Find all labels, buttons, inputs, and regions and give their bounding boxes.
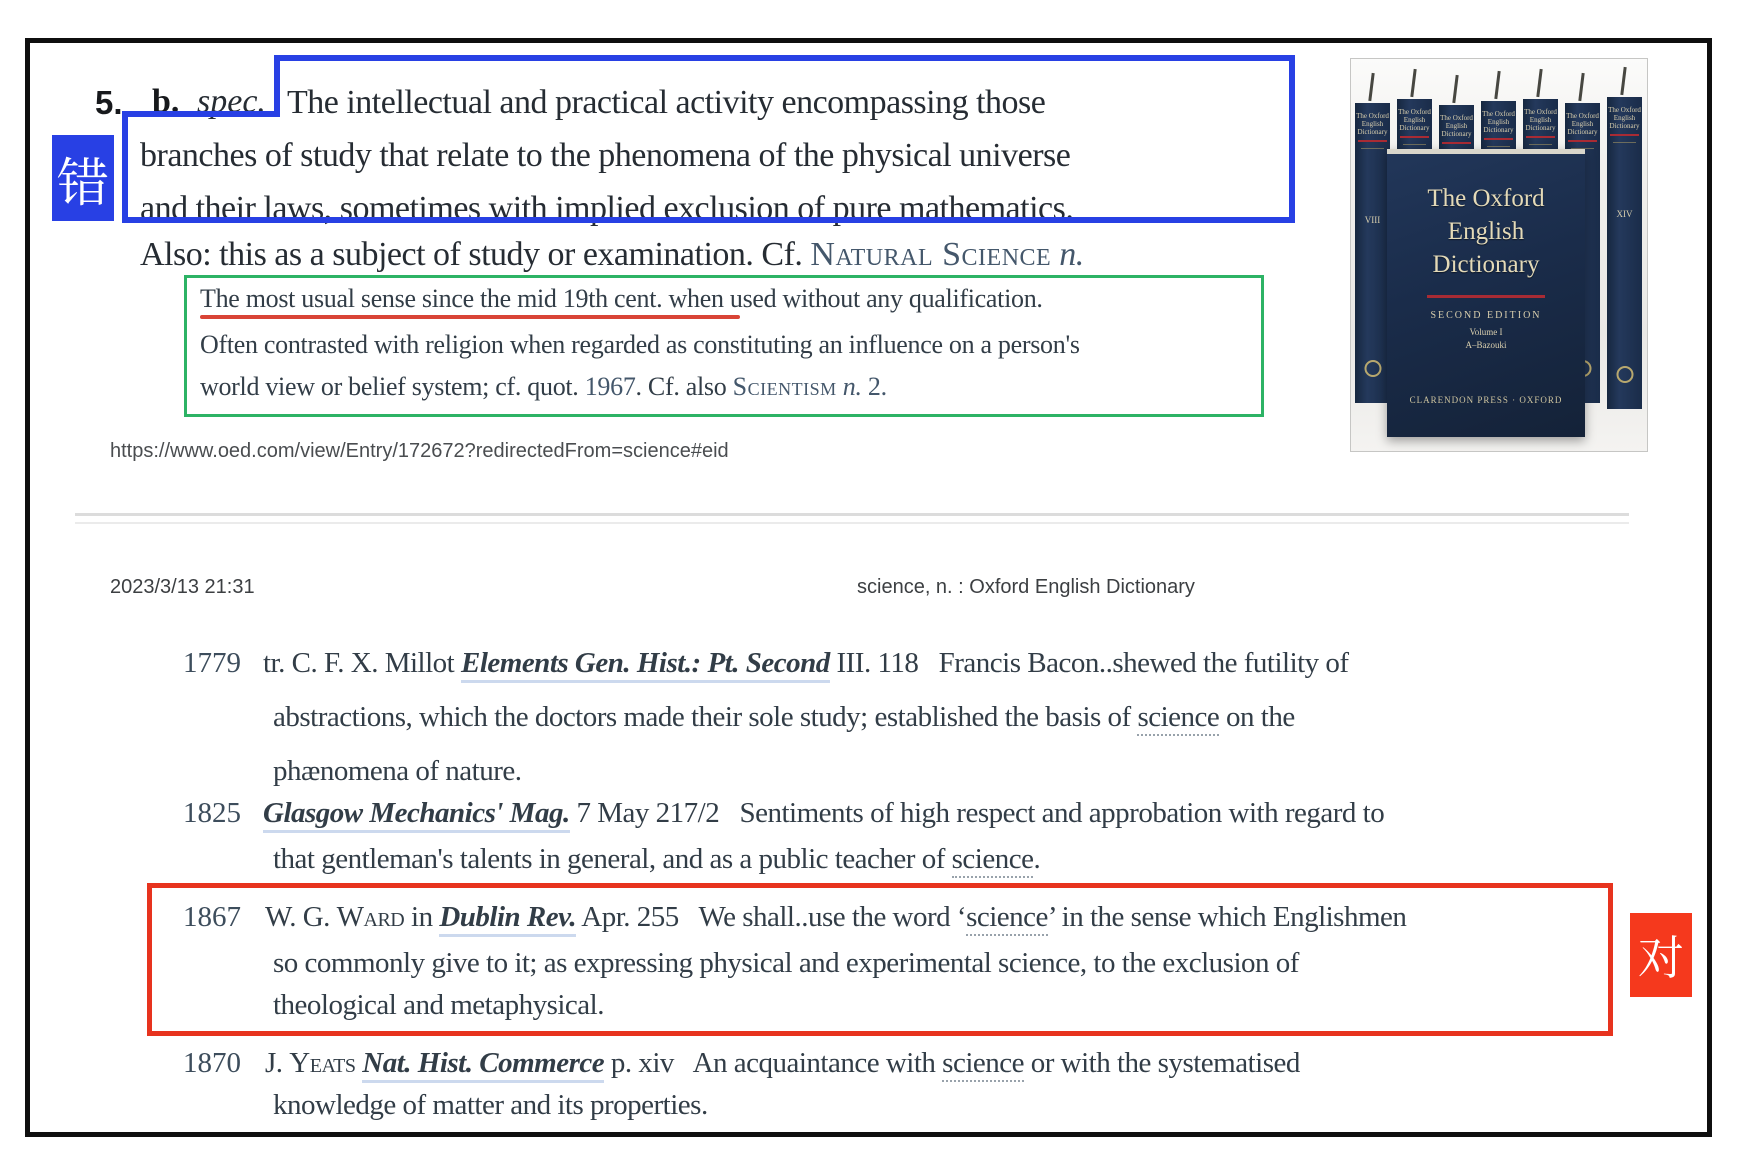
spine-title: The Oxford English Dictionary	[1566, 112, 1599, 136]
book-page-edges	[1387, 149, 1585, 154]
spine-title: The Oxford English Dictionary	[1356, 112, 1389, 136]
cover-range: A–Bazouki	[1465, 340, 1507, 350]
scientism-link[interactable]: Scientism	[732, 372, 837, 401]
text-segment: tr. C. F. X. Millot	[263, 647, 461, 679]
quotation-line	[273, 843, 1040, 876]
spine-edition-mark	[1361, 148, 1384, 159]
text-segment: The most usual sense since the mid 19th cent. when used without any qualification.	[200, 284, 1043, 313]
text-segment: science	[952, 843, 1034, 878]
definition-line	[140, 137, 1070, 175]
usage-note-line	[200, 372, 887, 402]
book-title	[1387, 182, 1585, 281]
text-segment: abstractions, which the doctors made their sole study; established the basis of	[273, 701, 1138, 733]
bookmark-ribbon	[1536, 69, 1542, 97]
spine-red-rule	[1484, 138, 1513, 140]
quotation-line	[273, 755, 522, 788]
text-segment: III. 118 Francis Bacon..shewed the futility of	[829, 647, 1349, 679]
text-segment: knowledge of matter and its properties.	[273, 1089, 708, 1121]
front-book-cover	[1387, 149, 1585, 437]
bookmark-ribbon	[1620, 67, 1626, 95]
quotation-line	[263, 797, 1384, 830]
usage-note-line	[200, 330, 1080, 360]
quot-1967-link[interactable]: 1967	[584, 372, 636, 401]
spine-title: The Oxford English Dictionary	[1608, 106, 1641, 130]
spine-red-rule	[1442, 142, 1471, 144]
text-segment: 7 May 217/2 Sentiments of high respect and approbation with regard to	[569, 797, 1385, 829]
quotation-line	[273, 1089, 708, 1122]
book-title-line: The Oxford	[1427, 185, 1545, 212]
quotation-line	[265, 901, 1406, 934]
quotation-year: 1825	[183, 797, 241, 829]
spine-title: The Oxford English Dictionary	[1482, 110, 1515, 134]
scientism-link[interactable]: 2.	[861, 372, 887, 401]
book-title-line: Dictionary	[1432, 251, 1540, 278]
spine-volume-number: XIV	[1616, 209, 1633, 219]
definition-line	[287, 84, 1045, 122]
bookmark-ribbon	[1452, 75, 1458, 103]
text-segment: that gentleman's talents in general, and as a public teacher of	[273, 843, 952, 875]
correct-annotation-badge: 对	[1630, 913, 1692, 997]
spine-title: The Oxford English Dictionary	[1440, 114, 1473, 138]
usage-note-line	[200, 284, 1043, 314]
text-segment: Ward	[336, 901, 405, 933]
cover-publisher: CLARENDON PRESS · OXFORD	[1409, 395, 1563, 405]
text-segment: on the	[1219, 701, 1295, 733]
spine-title: The Oxford English Dictionary	[1524, 108, 1557, 132]
quotation-line	[265, 1047, 1300, 1080]
text-segment: W. G.	[265, 901, 337, 933]
definition-line	[140, 236, 1084, 274]
text-segment: science	[1137, 701, 1219, 736]
spine-red-rule	[1568, 140, 1597, 142]
spine-volume-number: VIII	[1364, 215, 1381, 225]
text-segment: branches of study that relate to the phenomena of the physical universe	[140, 137, 1071, 174]
text-segment: theological and metaphysical.	[273, 989, 604, 1021]
sense-number: 5.	[95, 84, 123, 121]
spine-red-rule	[1400, 136, 1429, 138]
text-segment: Also: this as a subject of study or examination. Cf.	[140, 236, 811, 273]
oed-books-photo	[1350, 58, 1648, 452]
spine-title: The Oxford English Dictionary	[1398, 108, 1431, 132]
text-segment: Elements Gen. Hist.: Pt. Second	[461, 647, 830, 683]
cover-volume: Volume I	[1469, 327, 1503, 337]
natural-science-link[interactable]: Natural Science	[810, 236, 1052, 273]
text-segment: Dublin Rev.	[439, 901, 576, 937]
quotation-line	[273, 947, 1299, 980]
section-divider	[75, 522, 1629, 524]
text-segment: The intellectual and practical activity encompassing those	[287, 84, 1046, 121]
text-segment: science	[966, 901, 1048, 936]
spine-emblem	[1616, 366, 1633, 383]
spine-emblem	[1364, 360, 1381, 377]
text-segment: Often contrasted with religion when regarded as constituting an influence on a person's	[200, 330, 1080, 359]
text-segment: in	[404, 901, 440, 933]
text-segment: Glasgow Mechanics' Mag.	[263, 797, 570, 833]
spec-label: spec.	[197, 83, 266, 120]
quotation-line	[273, 701, 1295, 734]
text-segment: Yeats	[289, 1047, 356, 1079]
spine-red-rule	[1610, 134, 1639, 136]
red-underline-annotation	[200, 315, 740, 319]
book-spine	[1355, 103, 1390, 403]
bookmark-ribbon	[1578, 73, 1584, 101]
sense-letter: b.	[152, 83, 180, 120]
definition-line	[140, 190, 1073, 228]
book-spine	[1607, 97, 1642, 409]
text-segment	[1051, 236, 1059, 273]
natural-science-link[interactable]: n.	[1059, 236, 1084, 273]
text-segment: .	[1033, 843, 1041, 875]
text-segment: Nat. Hist. Commerce	[362, 1047, 604, 1083]
quotation-year: 1779	[183, 647, 241, 679]
text-segment: p. xiv An acquaintance with	[604, 1047, 943, 1079]
text-segment: science	[942, 1047, 1024, 1082]
quotation-year: 1867	[183, 901, 241, 933]
text-segment: ’ in the sense which Englishmen	[1047, 901, 1407, 933]
quotation-year: 1870	[183, 1047, 241, 1079]
text-segment: world view or belief system; cf. quot.	[200, 372, 585, 401]
quotation-line	[273, 989, 604, 1022]
book-title-line: English	[1447, 218, 1525, 245]
source-url: https://www.oed.com/view/Entry/172672?redirectedFrom=science#eid	[110, 440, 729, 462]
text-segment: J.	[265, 1047, 290, 1079]
text-segment: phænomena of nature.	[273, 755, 522, 787]
text-segment: and their laws, sometimes with implied exclusion of pure mathematics.	[140, 190, 1074, 227]
page-header-title: science, n. : Oxford English Dictionary	[857, 576, 1195, 598]
text-segment: or with the systematised	[1024, 1047, 1300, 1079]
spine-edition-mark	[1613, 142, 1636, 153]
quotation-line	[263, 647, 1349, 680]
wrong-annotation-badge: 错	[52, 135, 114, 221]
spine-red-rule	[1526, 136, 1555, 138]
cover-edition: SECOND EDITION	[1430, 310, 1542, 321]
text-segment: . Cf. also	[635, 372, 733, 401]
bookmark-ribbon	[1410, 69, 1416, 97]
print-timestamp: 2023/3/13 21:31	[110, 576, 255, 598]
scientism-link[interactable]: n.	[842, 372, 862, 401]
section-divider	[75, 513, 1629, 516]
text-segment: Apr. 255 We shall..use the word ‘	[576, 901, 967, 933]
cover-red-rule	[1427, 295, 1545, 298]
text-segment: so commonly give to it; as expressing physical and experimental science, to the exclusion of	[273, 947, 1299, 979]
bookmark-ribbon	[1494, 71, 1500, 99]
bookmark-ribbon	[1368, 73, 1374, 101]
spine-red-rule	[1358, 140, 1387, 142]
